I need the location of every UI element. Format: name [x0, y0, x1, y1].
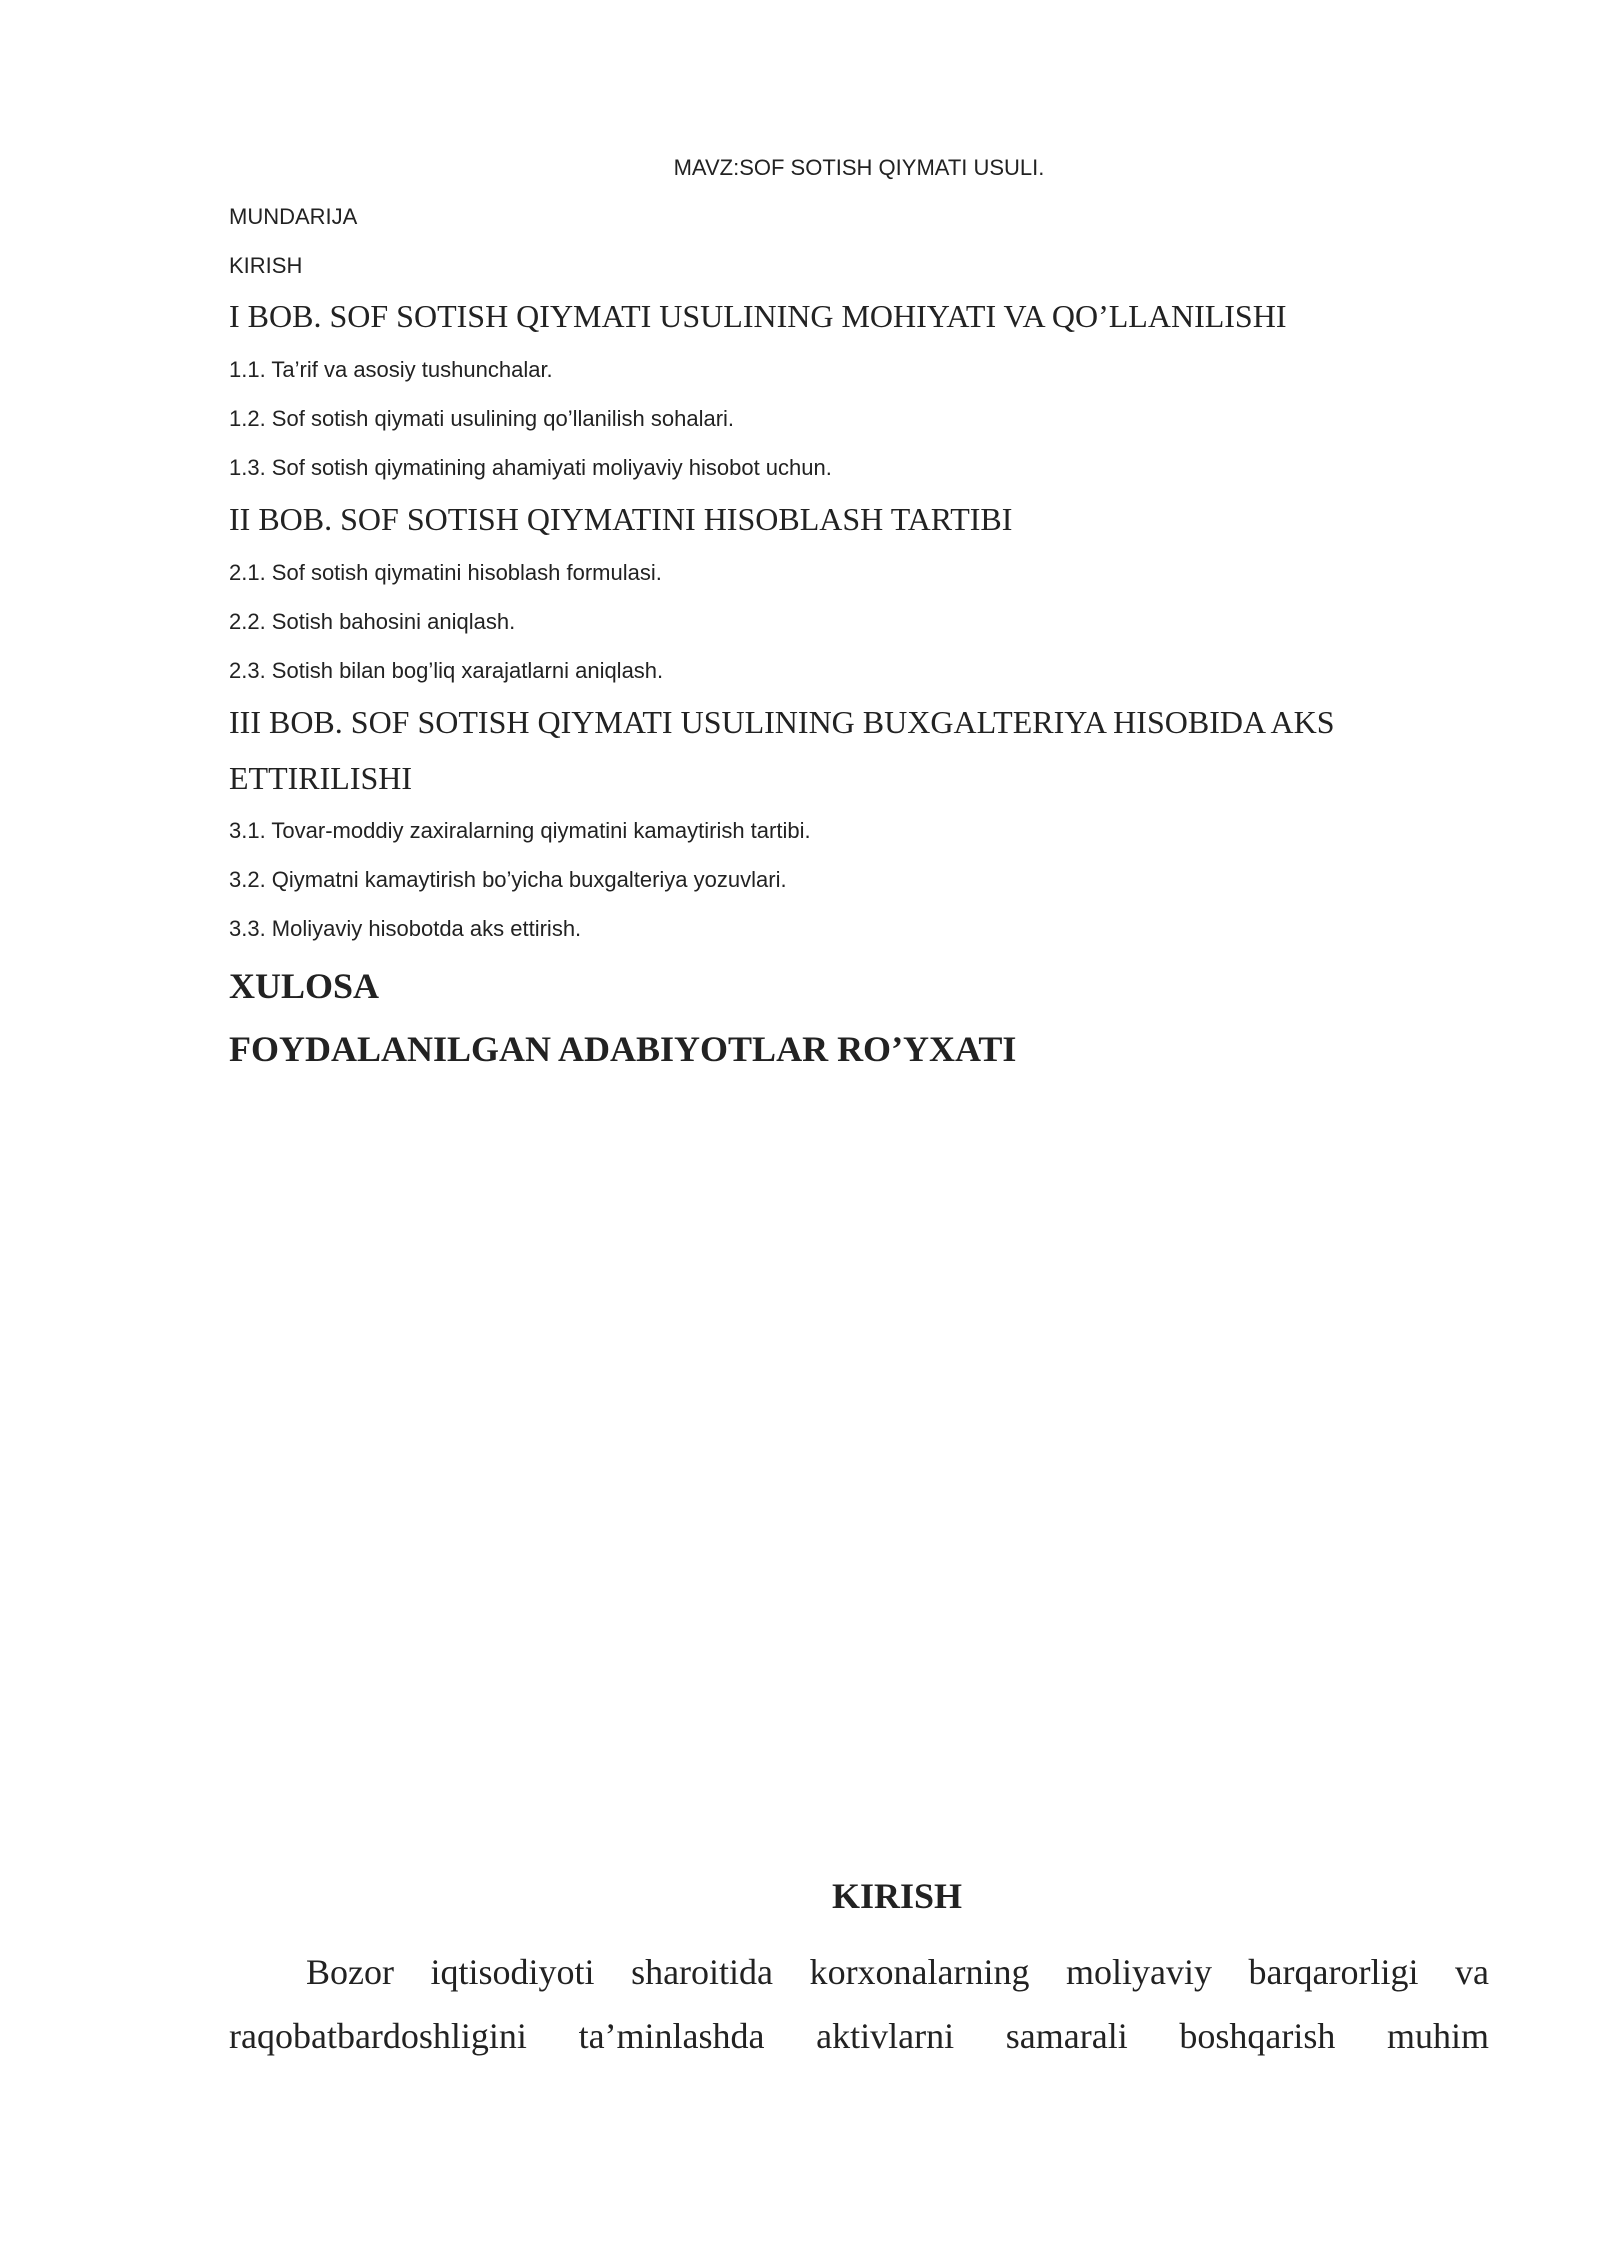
- toc-item-3-2: 3.2. Qiymatni kamaytirish bo’yicha buxgalteriya yozuvlari.: [229, 867, 787, 892]
- toc-intro: KIRISH: [229, 253, 303, 278]
- toc-item-2-1: 2.1. Sof sotish qiymatini hisoblash formulasi.: [229, 560, 662, 585]
- toc-item-1-1: 1.1. Ta’rif va asosiy tushunchalar.: [229, 357, 553, 382]
- toc-chapter-1-title: I BOB. SOF SOTISH QIYMATI USULINING MOHIYATI VA QO’LLANILISHI: [229, 298, 1287, 334]
- toc-item-2-2: 2.2. Sotish bahosini aniqlash.: [229, 609, 516, 634]
- toc-chapter-2-title: II BOB. SOF SOTISH QIYMATINI HISOBLASH TARTIBI: [229, 501, 1013, 537]
- toc-references: FOYDALANILGAN ADABIYOTLAR RO’YXATI: [229, 1029, 1017, 1069]
- toc-item-1-3: 1.3. Sof sotish qiymatining ahamiyati moliyaviy hisobot uchun.: [229, 455, 832, 480]
- toc-item-2-3: 2.3. Sotish bilan bog’liq xarajatlarni aniqlash.: [229, 658, 664, 683]
- intro-paragraph-line-2: raqobatbardoshligini ta’minlashda aktivlarni samarali boshqarish muhim: [229, 2016, 1489, 2056]
- contents-heading: MUNDARIJA: [229, 204, 358, 229]
- toc-chapter-3-title-line1: III BOB. SOF SOTISH QIYMATI USULINING BUXGALTERIYA HISOBIDA AKS: [229, 704, 1335, 740]
- toc-item-3-3: 3.3. Moliyaviy hisobotda aks ettirish.: [229, 916, 582, 941]
- intro-paragraph-line-1: Bozor iqtisodiyoti sharoitida korxonalarning moliyaviy barqarorligi va: [306, 1952, 1489, 1992]
- toc-item-1-2: 1.2. Sof sotish qiymati usulining qo’llanilish sohalari.: [229, 406, 735, 431]
- toc-conclusion: XULOSA: [229, 966, 380, 1006]
- toc-chapter-3-title-line2: ETTIRILISHI: [229, 760, 413, 796]
- topic-title: MAVZ:SOF SOTISH QIYMATI USULI.: [673, 155, 1045, 180]
- toc-item-3-1: 3.1. Tovar-moddiy zaxiralarning qiymatini kamaytirish tartibi.: [229, 818, 811, 843]
- intro-section-title: KIRISH: [831, 1876, 963, 1916]
- intro-paragraph: [229, 1940, 1489, 2068]
